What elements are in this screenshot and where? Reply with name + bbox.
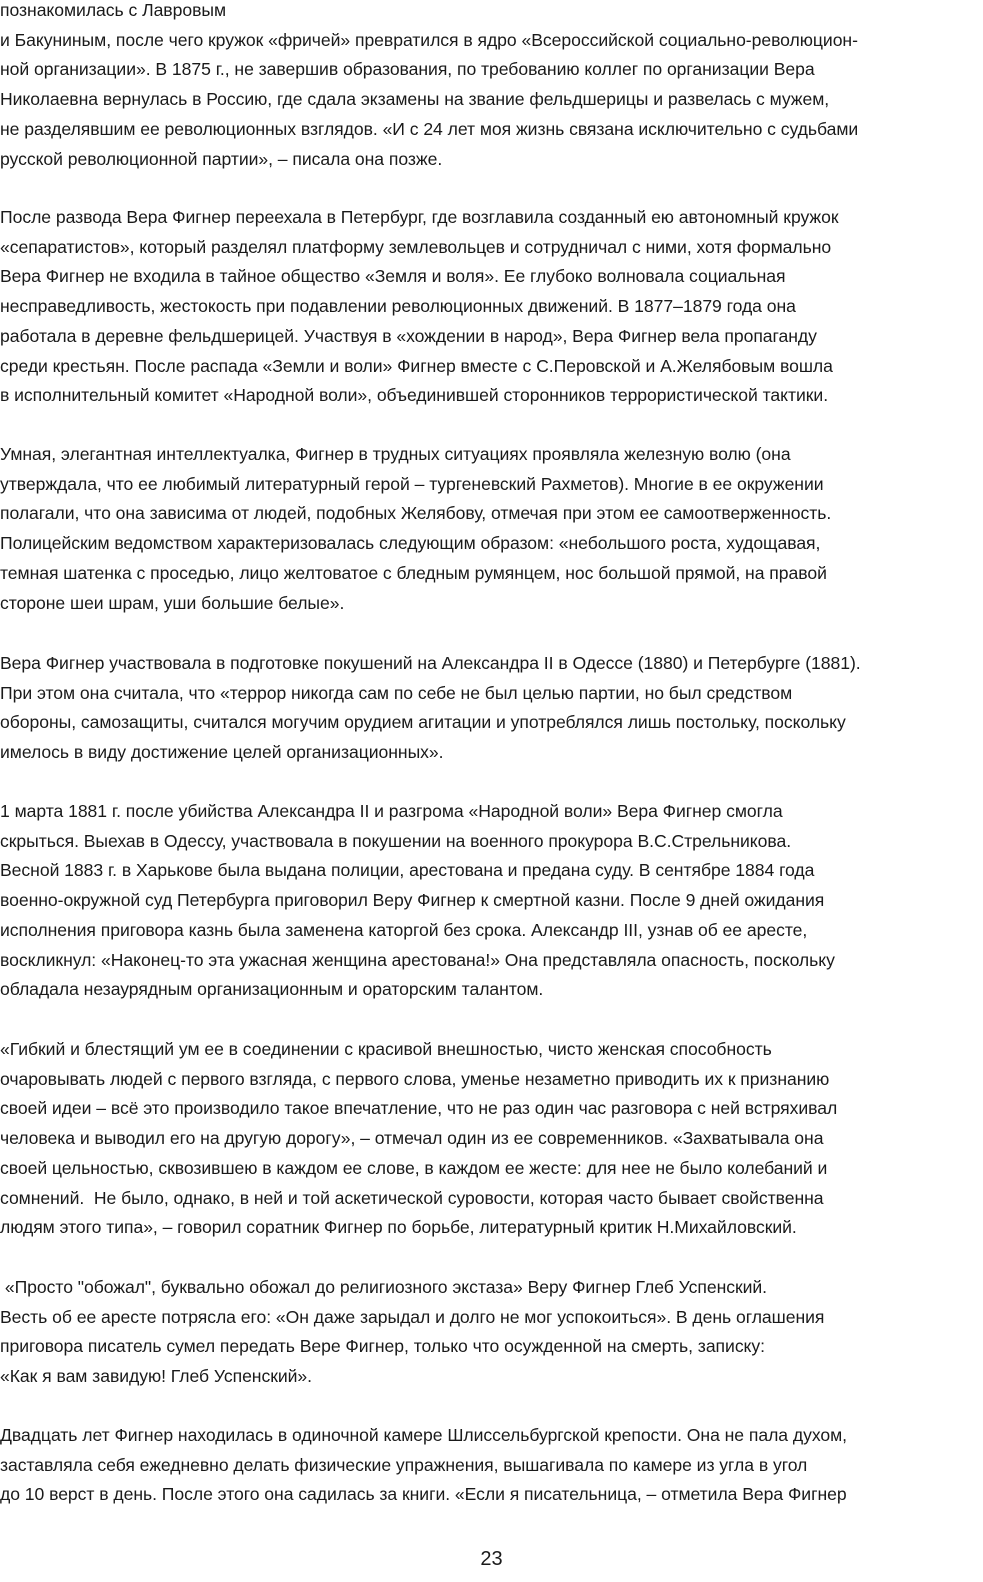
text-line: Вера Фигнер не входила в тайное общество «Земля и воля». Ее глубоко волновала социальная [0, 266, 786, 287]
text-line: очаровывать людей с первого взгляда, с первого слова, уменье незаметно приводить их к признанию [0, 1068, 830, 1089]
text-line: 1 марта 1881 г. после убийства Александра II и разгрома «Народной воли» Вера Фигнер смогла [0, 801, 783, 821]
text-line: Умная, элегантная интеллектуалка, Фигнер в трудных ситуациях проявляла железную волю (она [0, 444, 791, 464]
text-line: полагали, что она зависима от людей, подобных Желябову, отмечая при этом ее самоотверженность. [0, 503, 832, 524]
text-line: имелось в виду достижение целей организационных». [0, 742, 444, 763]
text-line: русской революционной партии», – писала она позже. [0, 148, 443, 169]
text-line: скрыться. Выехав в Одессу, участвовала в покушении на военного прокурора В.С.Стрельникова. [0, 830, 792, 851]
text-line: своей цельностью, сквозившею в каждом ее слове, в каждом ее жесте: для нее не было колебаний и [0, 1157, 828, 1178]
text-line: воскликнул: «Наконец-то эта ужасная женщина арестована!» Она представляла опасность, поскольку [0, 949, 835, 970]
text-line: При этом она считала, что «террор никогда сам по себе не был целью партии, но был средством [0, 682, 793, 703]
text-line: познакомилась с Лавровым [0, 0, 227, 20]
text-line: и Бакуниным, после чего кружок «фричей» превратился в ядро «Всероссийской социально-революцион- [0, 29, 858, 50]
text-line: Весной 1883 г. в Харькове была выдана полиции, арестована и предана суду. В сентябре 1884 года [0, 860, 815, 881]
text-line: военно-окружной суд Петербурга приговорил Веру Фигнер к смертной казни. После 9 дней ожидания [0, 890, 825, 911]
text-line: Двадцать лет Фигнер находилась в одиночной камере Шлиссельбургской крепости. Она не пала духом, [0, 1425, 848, 1445]
text-line: приговора писатель сумел передать Вере Фигнер, только что осужденной на смерть, записку: [0, 1336, 765, 1357]
text-line: Вера Фигнер участвовала в подготовке покушений на Александра II в Одессе (1880) и Петербурге (1881). [0, 653, 861, 673]
text-line: «Как я вам завидую! Глеб Успенский». [0, 1366, 313, 1387]
text-line: «Гибкий и блестящий ум ее в соединении с красивой внешностью, чисто женская способность [0, 1039, 772, 1059]
text-line: обладала незаурядным организационным и ораторским талантом. [0, 979, 544, 1000]
text-line: ной организации». В 1875 г., не завершив образования, по требованию коллег по организации Вера [0, 59, 815, 80]
text-line: утверждала, что ее любимый литературный герой – тургеневский Рахметов). Многие в ее окружении [0, 473, 824, 494]
text-line: Весть об ее аресте потрясла его: «Он даже зарыдал и долго не мог успокоиться». В день оглашения [0, 1306, 825, 1327]
text-line: Николаевна вернулась в Россию, где сдала экзамены на звание фельдшерицы и развелась с мужем, [0, 89, 830, 110]
text-line: исполнения приговора казнь была заменена каторгой без срока. Александр III, узнав об ее аресте, [0, 919, 808, 940]
text-line: не разделявшим ее революционных взглядов. «И с 24 лет моя жизнь связана исключительно с судьбами [0, 118, 859, 139]
text-line: сомнений. Не было, однако, в ней и той аскетической суровости, которая часто бывает свойственна [0, 1187, 824, 1208]
text-line: работала в деревне фельдшерицей. Участвуя в «хождении в народ», Вера Фигнер вела пропаганду [0, 325, 817, 346]
text-line: стороне шеи шрам, уши большие белые». [0, 592, 345, 613]
text-line: несправедливость, жестокость при подавлении революционных движений. В 1877–1879 года она [0, 296, 796, 317]
text-line: «Просто "обожал", буквально обожал до религиозного экстаза» Веру Фигнер Глеб Успенский. [0, 1277, 768, 1297]
text-line: среди крестьян. После распада «Земли и воли» Фигнер вместе с С.Перовской и А.Желябовым вошла [0, 355, 833, 376]
text-line: После развода Вера Фигнер переехала в Петербург, где возглавила созданный ею автономный кружок [0, 207, 839, 227]
text-line: темная шатенка с проседью, лицо желтоватое с бледным румянцем, нос большой прямой, на правой [0, 562, 827, 583]
text-line: до 10 верст в день. После этого она садилась за книги. «Если я писательница, – отметила Вера Фигнер [0, 1484, 847, 1505]
text-line: человека и выводил его на другую дорогу», – отмечал один из ее современников. «Захватывала она [0, 1128, 824, 1149]
text-line: в исполнительный комитет «Народной воли», объединившей сторонников террористической тактики. [0, 385, 829, 406]
page-number: 23 [480, 1548, 503, 1570]
text-line: обороны, самозащиты, считался могучим орудием агитации и употреблялся лишь постольку, поскольку [0, 712, 846, 733]
text-line: своей идеи – всё это производило такое впечатление, что не раз один час разговора с ней встряхивал [0, 1098, 838, 1119]
text-line: Полицейским ведомством характеризовалась следующим образом: «небольшого роста, худощавая, [0, 533, 821, 554]
text-line: людям этого типа», – говорил соратник Фигнер по борьбе, литературный критик Н.Михайловский. [0, 1217, 797, 1238]
text-line: заставляла себя ежедневно делать физические упражнения, вышагивала по камере из угла в угол [0, 1454, 808, 1475]
text-line: «сепаратистов», который разделял платформу землевольцев и сотрудничал с ними, хотя формально [0, 236, 832, 257]
